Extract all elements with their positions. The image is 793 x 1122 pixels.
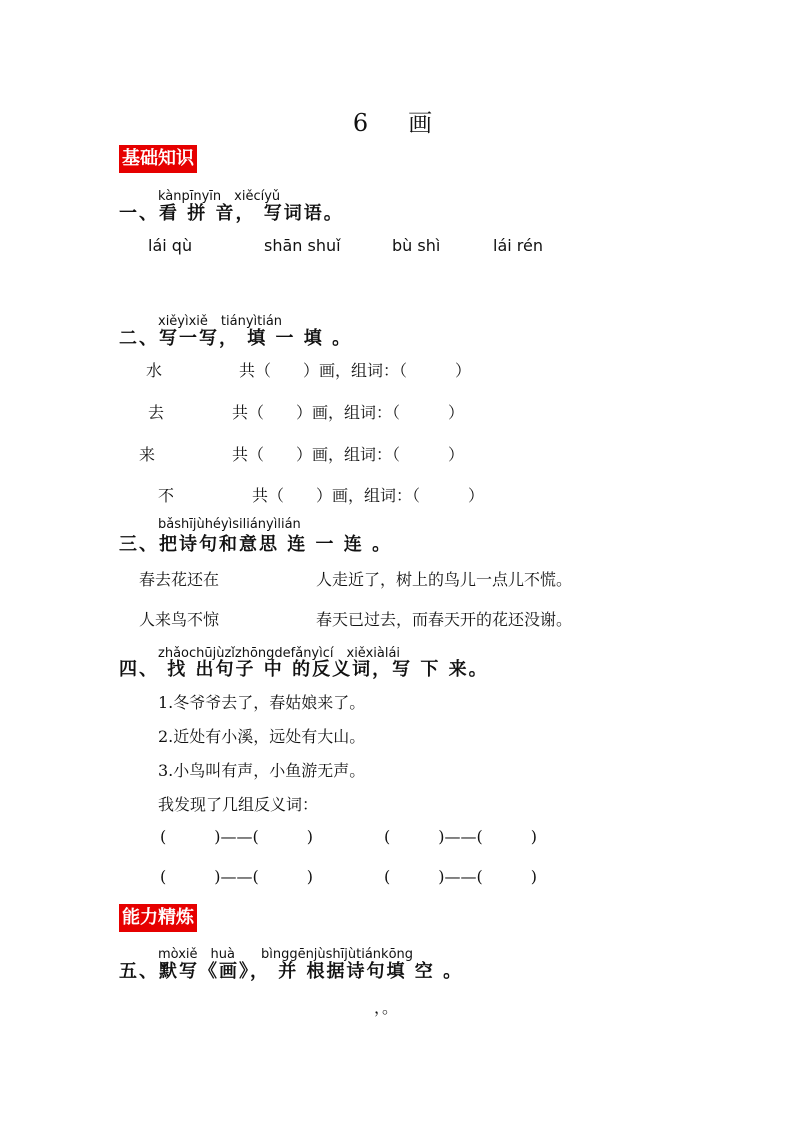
q4-sentence-2: 2.近处有小溪，远处有大山。 xyxy=(158,727,366,746)
q1-word-1: lái qù xyxy=(148,236,193,255)
q3-left-2: 人来鸟不惊 xyxy=(139,610,220,629)
q3-left-1: 春去花还在 xyxy=(139,570,220,589)
q4-sentence-3: 3.小鸟叫有声，小鱼游无声。 xyxy=(158,761,366,780)
q2-row-4-char: 不 xyxy=(158,486,175,505)
q2-pinyin: xiěyìxiě tiányìtián xyxy=(158,314,283,329)
q4-blank-row-1-b: ( )——( ) xyxy=(384,827,537,846)
q4-blank-row-1-a: ( )——( ) xyxy=(160,827,313,846)
q1-pinyin: kànpīnyīn xiěcíyǔ xyxy=(158,189,281,204)
q4-blank-row-2-b: ( )——( ) xyxy=(384,867,537,886)
q3-right-1: 人走近了，树上的鸟儿一点儿不慌。 xyxy=(316,570,573,589)
q5-line-1: ，。 xyxy=(374,998,399,1017)
q1-word-4: lái rén xyxy=(493,236,543,255)
q5-pinyin: mòxiě huà bìnggēnjùshījùtiánkōng xyxy=(158,947,414,962)
section-badge-ability: 能力精炼 xyxy=(119,904,197,932)
q3-heading: 三、把诗句和意思 连 一 连 。 xyxy=(119,534,393,555)
page-title: 6 画 xyxy=(352,109,441,137)
q2-row-3-blanks: 共（ ）画，组词：（ ） xyxy=(232,445,465,464)
section-badge-basic: 基础知识 xyxy=(119,145,197,173)
q4-prompt: 我发现了几组反义词： xyxy=(158,795,319,814)
q2-row-2-char: 去 xyxy=(148,403,165,422)
q4-heading: 四、 找 出句子 中 的反义词，写 下 来。 xyxy=(119,659,489,680)
q5-heading: 五、默写《画》， 并 根据诗句填 空 。 xyxy=(119,961,464,982)
q1-heading: 一、看 拼 音， 写词语。 xyxy=(119,203,344,224)
q2-heading: 二、写一写， 填 一 填 。 xyxy=(119,328,353,349)
q2-row-2-blanks: 共（ ）画，组词：（ ） xyxy=(232,403,465,422)
q2-row-4-blanks: 共（ ）画，组词：（ ） xyxy=(252,486,485,505)
q2-row-1-blanks: 共（ ）画，组词：（ ） xyxy=(239,361,472,380)
q3-right-2: 春天已过去，而春天开的花还没谢。 xyxy=(316,610,573,629)
q1-word-3: bù shì xyxy=(392,236,441,255)
q2-row-3-char: 来 xyxy=(139,445,156,464)
q4-pinyin: zhǎochūjùzǐzhōngdefǎnyìcí xiěxiàlái xyxy=(158,646,401,661)
q3-pinyin: bǎshījùhéyìsiliányìlián xyxy=(158,517,301,532)
q4-sentence-1: 1.冬爷爷去了，春姑娘来了。 xyxy=(158,693,366,712)
q4-blank-row-2-a: ( )——( ) xyxy=(160,867,313,886)
q1-word-2: shān shuǐ xyxy=(264,236,341,255)
q2-row-1-char: 水 xyxy=(146,361,163,380)
